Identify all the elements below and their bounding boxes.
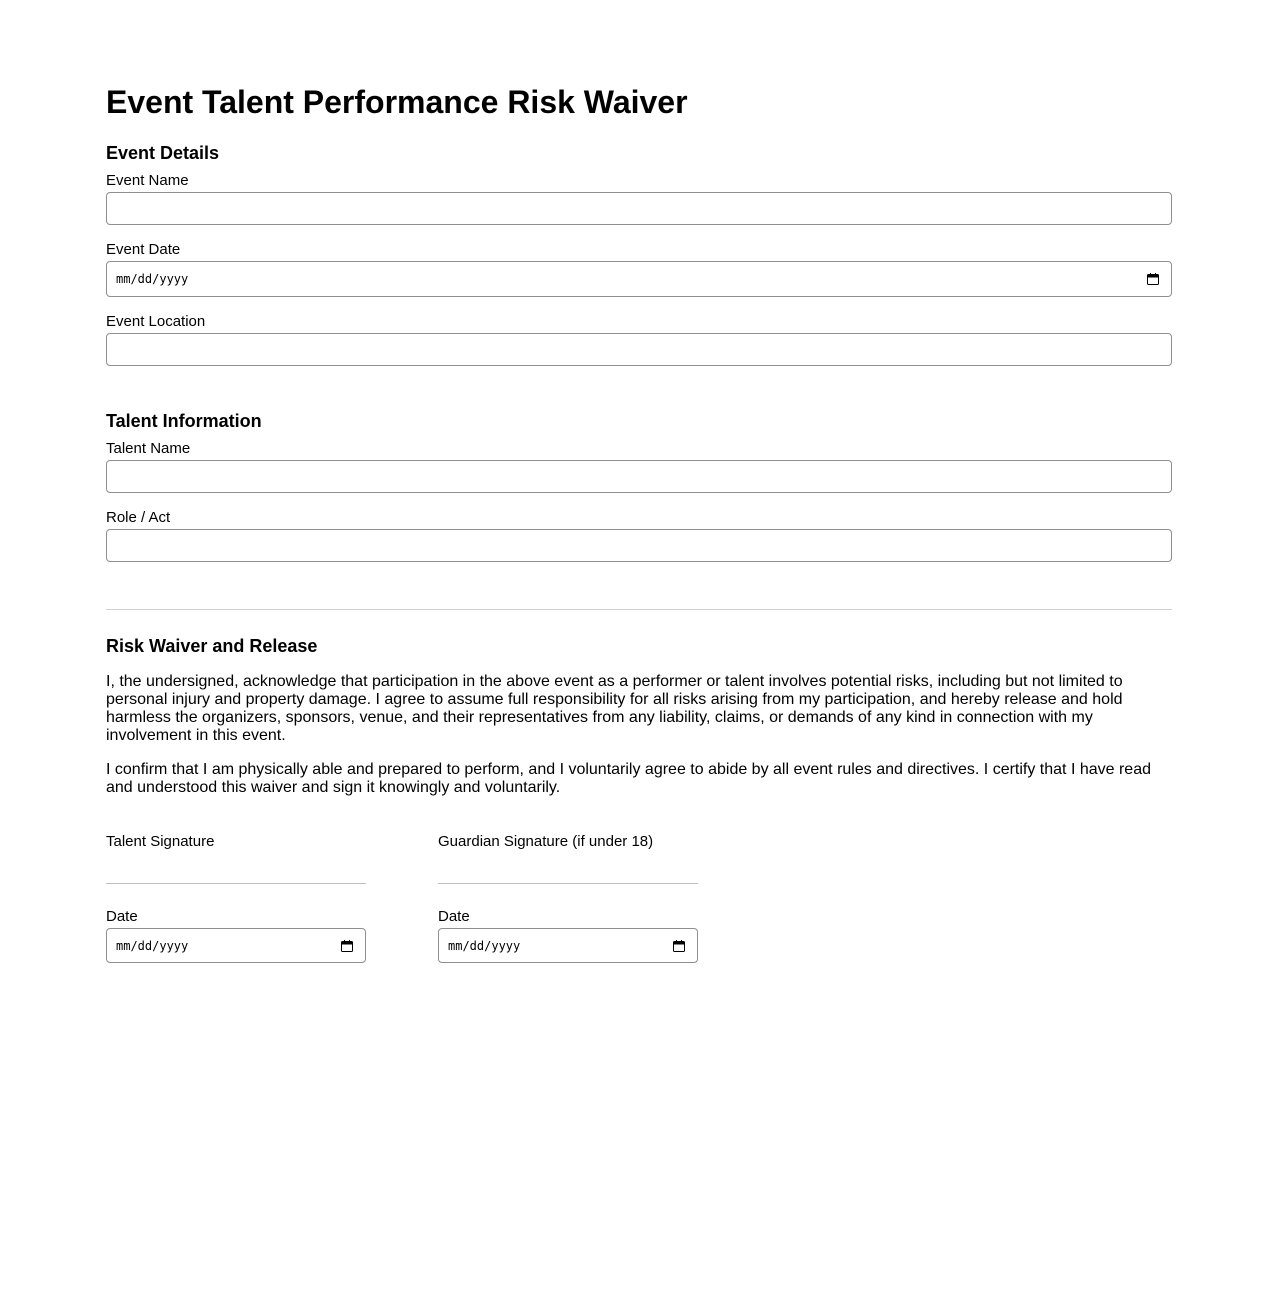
- role-act-input[interactable]: [106, 529, 1172, 562]
- talent-signature-line[interactable]: [106, 883, 366, 884]
- talent-date-label: Date: [106, 908, 138, 925]
- role-act-label: Role / Act: [106, 509, 171, 526]
- event-name-input[interactable]: [106, 192, 1172, 225]
- waiver-paragraph-1: I, the undersigned, acknowledge that participation in the above event as a performer or talent involves potential risks, including but not limited to personal injury and property damage. I agree to assume full responsibility for all risks arising from my participation, and hereby release and hold harmless the organizers, sponsors, venue, and their representatives from any liability, claims, or demands of any kind in connection with my involvement in this event.: [106, 673, 1123, 744]
- event-date-input[interactable]: [106, 261, 1172, 297]
- waiver-paragraph-2: I confirm that I am physically able and prepared to perform, and I voluntarily agree to abide by all event rules and directives. I certify that I have read and understood this waiver and sign it knowingly and voluntarily.: [106, 761, 1151, 796]
- guardian-date-label: Date: [438, 908, 470, 925]
- event-date-placeholder: mm/dd/yyyy: [116, 272, 189, 286]
- event-details-heading: Event Details: [106, 143, 220, 163]
- calendar-icon[interactable]: [341, 940, 353, 952]
- guardian-signature-label: Guardian Signature (if under 18): [438, 833, 654, 850]
- section-divider: [106, 609, 1172, 610]
- guardian-date-input[interactable]: [438, 928, 698, 963]
- event-date-label: Event Date: [106, 241, 181, 258]
- calendar-icon[interactable]: [673, 940, 685, 952]
- talent-name-label: Talent Name: [106, 440, 191, 457]
- risk-waiver-heading: Risk Waiver and Release: [106, 636, 318, 656]
- event-location-input[interactable]: [106, 333, 1172, 366]
- talent-name-input[interactable]: [106, 460, 1172, 493]
- talent-information-heading: Talent Information: [106, 411, 262, 431]
- talent-date-placeholder: mm/dd/yyyy: [116, 938, 189, 953]
- event-location-label: Event Location: [106, 313, 206, 330]
- talent-date-input[interactable]: [106, 928, 366, 963]
- guardian-signature-line[interactable]: [438, 883, 698, 884]
- page-title: Event Talent Performance Risk Waiver: [106, 84, 688, 120]
- event-name-label: Event Name: [106, 172, 189, 189]
- calendar-icon[interactable]: [1147, 273, 1159, 285]
- guardian-date-placeholder: mm/dd/yyyy: [448, 938, 521, 953]
- talent-signature-label: Talent Signature: [106, 833, 215, 850]
